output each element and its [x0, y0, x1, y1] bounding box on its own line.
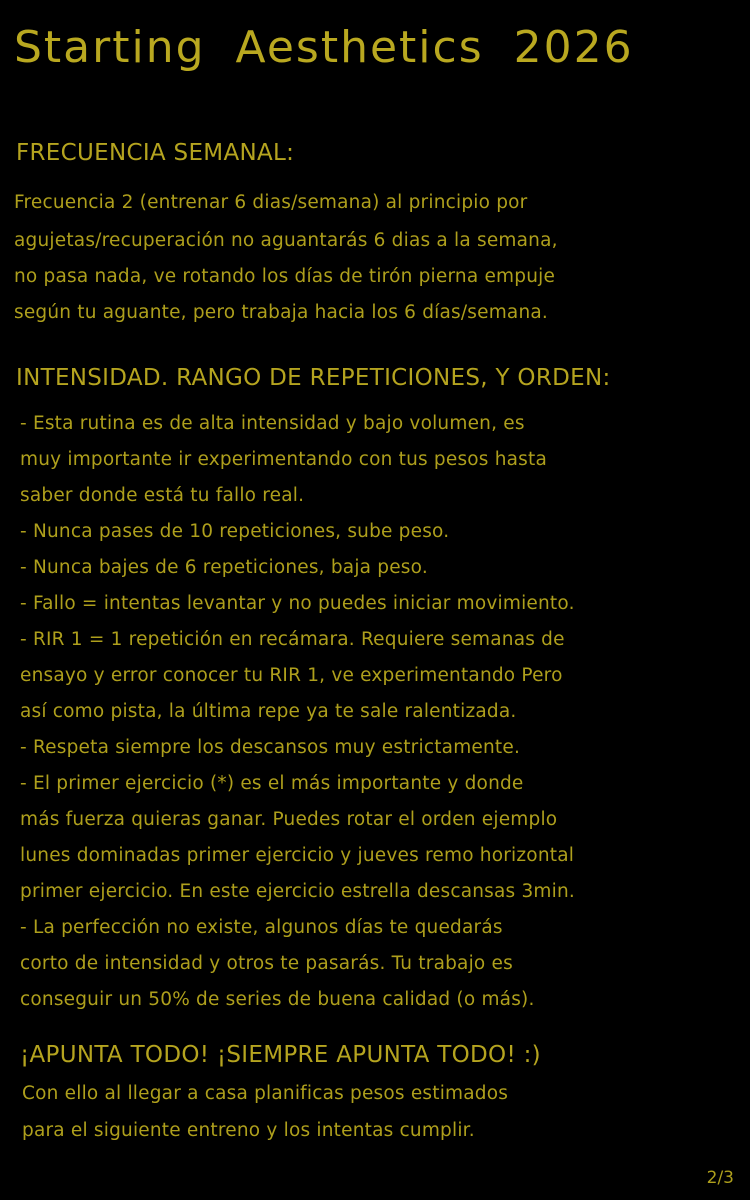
frecuencia-heading: FRECUENCIA SEMANAL: [16, 140, 295, 166]
page-number: 2/3 [706, 1168, 734, 1188]
frecuencia-line: según tu aguante, pero trabaja hacia los 6 días/semana. [14, 302, 549, 323]
intensidad-line: muy importante ir experimentando con tus pesos hasta [20, 449, 548, 470]
intensidad-line: - El primer ejercicio (*) es el más importante y donde [20, 773, 524, 794]
intensidad-line: ensayo y error conocer tu RIR 1, ve experimentando Pero [20, 665, 563, 686]
intensidad-line: - Respeta siempre los descansos muy estrictamente. [20, 737, 521, 758]
apunta-line: para el siguiente entreno y los intentas cumplir. [22, 1120, 475, 1141]
intensidad-heading: INTENSIDAD. RANGO DE REPETICIONES, Y ORDEN: [16, 365, 611, 391]
frecuencia-line: no pasa nada, ve rotando los días de tirón pierna empuje [14, 266, 556, 287]
intensidad-line: - RIR 1 = 1 repetición en recámara. Requiere semanas de [20, 629, 565, 650]
intensidad-line: - Nunca pases de 10 repeticiones, sube peso. [20, 521, 450, 542]
page-title: Starting Aesthetics 2026 [14, 22, 634, 73]
intensidad-line: - Esta rutina es de alta intensidad y bajo volumen, es [20, 413, 525, 434]
intensidad-line: - Nunca bajes de 6 repeticiones, baja peso. [20, 557, 428, 578]
intensidad-line: primer ejercicio. En este ejercicio estrella descansas 3min. [20, 881, 575, 902]
apunta-line: Con ello al llegar a casa planificas pesos estimados [22, 1083, 509, 1104]
intensidad-line: - Fallo = intentas levantar y no puedes iniciar movimiento. [20, 593, 575, 614]
intensidad-line: conseguir un 50% de series de buena calidad (o más). [20, 989, 535, 1010]
intensidad-line: corto de intensidad y otros te pasarás. Tu trabajo es [20, 953, 513, 974]
intensidad-line: - La perfección no existe, algunos días te quedarás [20, 917, 503, 938]
intensidad-line: lunes dominadas primer ejercicio y jueves remo horizontal [20, 845, 575, 866]
intensidad-line: así como pista, la última repe ya te sale ralentizada. [20, 701, 517, 722]
intensidad-line: más fuerza quieras ganar. Puedes rotar el orden ejemplo [20, 809, 558, 830]
apunta-heading: ¡APUNTA TODO! ¡SIEMPRE APUNTA TODO! :) [20, 1042, 541, 1068]
frecuencia-line: Frecuencia 2 (entrenar 6 dias/semana) al principio por [14, 192, 528, 213]
intensidad-line: saber donde está tu fallo real. [20, 485, 305, 506]
frecuencia-line: agujetas/recuperación no aguantarás 6 dias a la semana, [14, 230, 558, 251]
